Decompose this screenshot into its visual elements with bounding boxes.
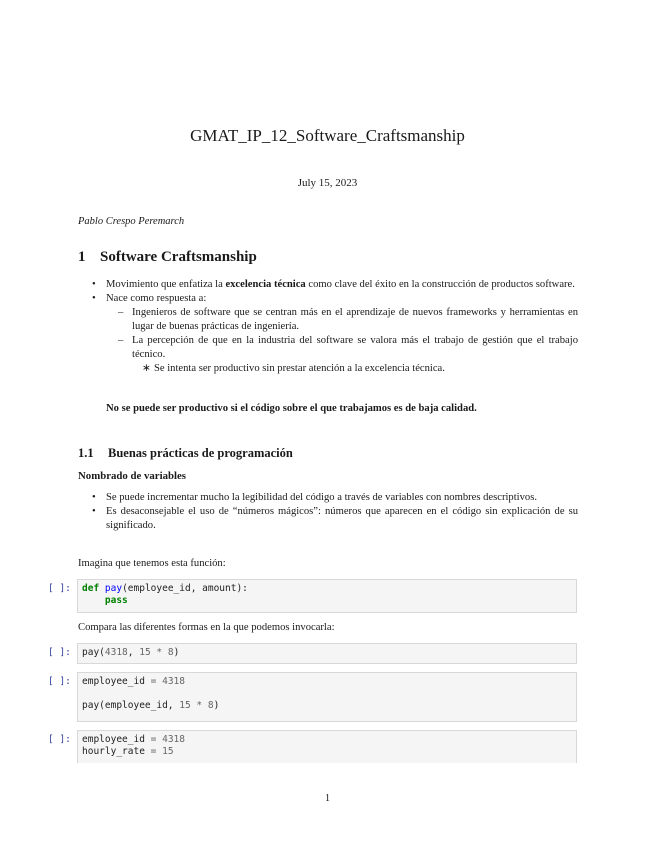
page-number: 1 <box>324 793 331 804</box>
code-cell[interactable] <box>77 672 577 722</box>
code-number: 15 <box>139 647 151 658</box>
list-item <box>78 292 578 376</box>
subsection-bullet-list <box>78 491 578 533</box>
cell-prompt: [ ]: <box>48 647 71 658</box>
subsection-heading <box>78 446 293 461</box>
code-text: ) <box>213 700 220 711</box>
code-number: 8 <box>167 647 174 658</box>
subsection-number: 1.1 <box>78 446 94 460</box>
list-item <box>106 334 578 376</box>
list-item <box>78 278 578 292</box>
section-number: 1 <box>78 249 86 265</box>
bullet-text: La percepción de que en la industria del software se valora más el trabajo de gestión que el trabajo técnico. <box>132 335 578 360</box>
code-operator: * <box>190 700 208 711</box>
code-cell[interactable] <box>77 643 577 664</box>
code-text: employee_id <box>82 734 145 745</box>
code-number: 8 <box>207 700 214 711</box>
code-text: pay( <box>82 647 105 658</box>
sub-bullet-list <box>106 306 578 376</box>
code-text: ) <box>173 647 180 658</box>
bullet-text: Movimiento que enfatiza la <box>106 279 226 290</box>
cell-prompt: [ ]: <box>48 734 71 745</box>
bullet-text: Nace como respuesta a: <box>106 293 207 304</box>
paragraph: Compara las diferentes formas en la que podemos invocarla: <box>78 622 335 633</box>
code-operator: = <box>144 676 163 687</box>
emphasis-note: No se puede ser productivo si el código sobre el que trabajamos es de baja calidad. <box>106 403 477 414</box>
code-cell[interactable] <box>77 730 577 763</box>
section-title: Software Craftsmanship <box>100 249 257 265</box>
list-item: • Se puede incrementar mucho la legibilidad del código a través de variables con nombres descriptivos. <box>78 491 578 505</box>
list-item: – Ingenieros de software que se centran más en el aprendizaje de nuevos frameworks y herramientas en lugar de buenas prácticas de ingeniería. <box>106 306 578 334</box>
code-number: 4318 <box>162 676 185 687</box>
section-heading <box>78 249 257 266</box>
code-number: 4318 <box>104 647 128 658</box>
code-operator: = <box>144 746 163 757</box>
list-item: ∗ Se intenta ser productivo sin prestar atención a la excelencia técnica. <box>132 362 578 376</box>
code-cell[interactable] <box>77 579 577 613</box>
cell-prompt: [ ]: <box>48 676 71 687</box>
code-keyword: pass <box>104 595 128 606</box>
code-text: , <box>127 647 140 658</box>
list-item: • Es desaconsejable el uso de “números mágicos”: números que aparecen en el código sin explicación de su significado. <box>78 505 578 533</box>
code-number: 15 <box>179 700 191 711</box>
code-operator: * <box>150 647 168 658</box>
subsection-title: Buenas prácticas de programación <box>108 446 293 460</box>
code-operator: = <box>144 734 163 745</box>
cell-prompt: [ ]: <box>48 583 71 594</box>
code-text: pay(employee_id, <box>82 700 180 711</box>
code-keyword: def <box>82 583 100 594</box>
bullet-bold-text: excelencia técnica <box>225 279 306 290</box>
code-number: 4318 <box>162 734 185 745</box>
code-text: (employee_id, amount): <box>122 583 248 594</box>
code-text: employee_id <box>82 676 145 687</box>
paragraph-heading: Nombrado de variables <box>78 470 186 482</box>
code-number: 15 <box>162 746 174 757</box>
paragraph: Imagina que tenemos esta función: <box>78 558 226 569</box>
document-title: GMAT_IP_12_Software_Craftsmanship <box>190 126 465 145</box>
code-text: hourly_rate <box>82 746 145 757</box>
sub-sub-bullet-list <box>132 362 578 376</box>
document-date: July 15, 2023 <box>297 177 358 189</box>
code-function-name: pay <box>104 583 123 594</box>
section-bullet-list <box>78 278 578 376</box>
bullet-text: como clave del éxito en la construcción de productos software. <box>305 279 575 290</box>
document-author: Pablo Crespo Peremarch <box>78 216 185 227</box>
